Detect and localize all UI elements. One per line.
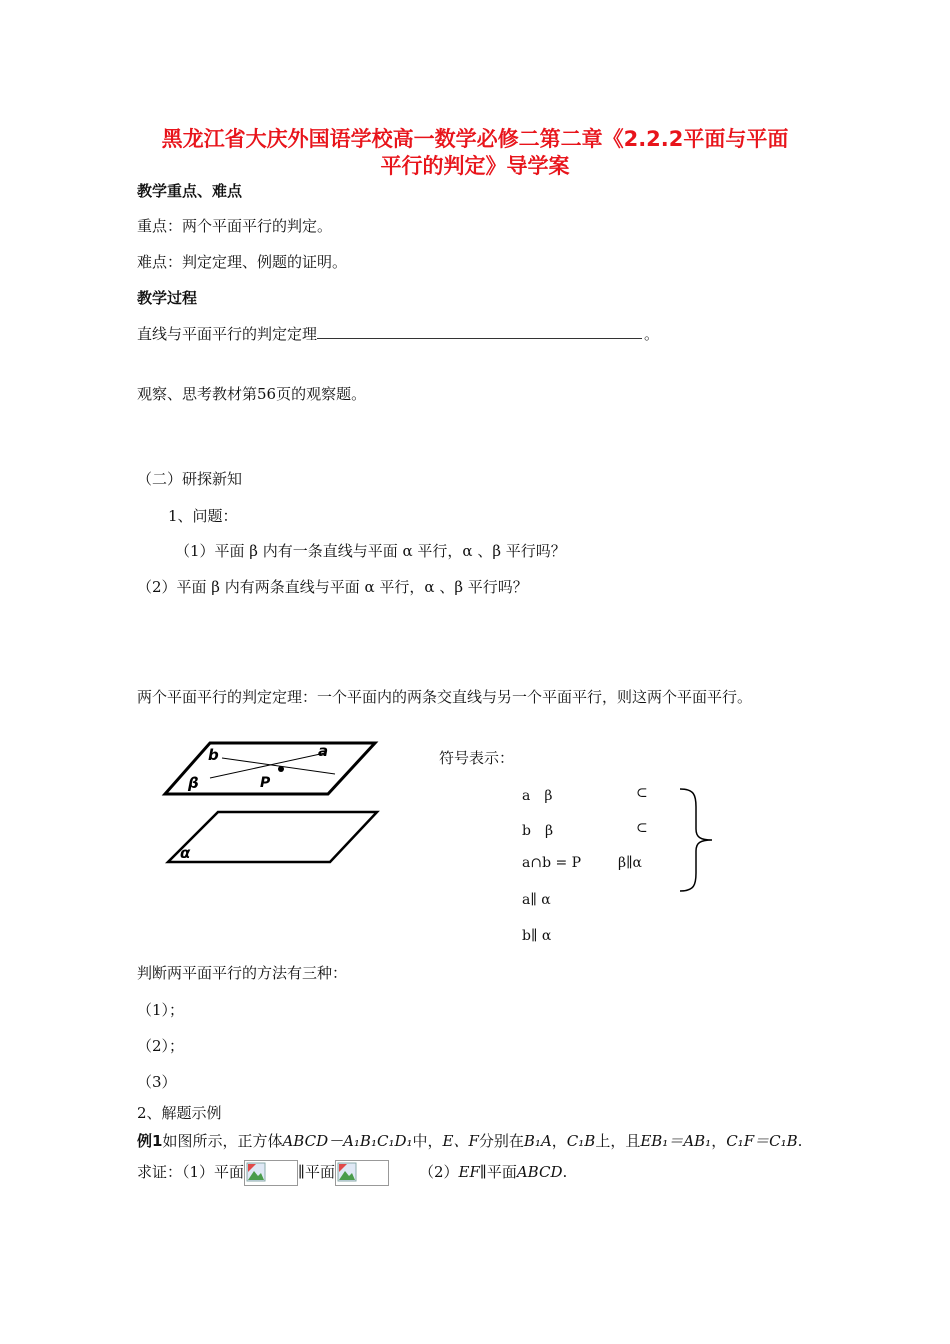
- example-text-4: 上，且: [595, 1132, 641, 1150]
- parallel-text: ∥平面: [298, 1163, 335, 1181]
- difficult-point: 难点：判定定理、例题的证明。: [137, 253, 348, 271]
- label-a: a: [318, 742, 329, 760]
- symbol-row-2-right: ⊂: [636, 820, 648, 836]
- broken-image-2: [335, 1160, 389, 1186]
- symbol-heading: 符号表示：: [439, 749, 515, 767]
- question-1: （1）平面 β 内有一条直线与平面 α 平行，α 、β 平行吗？: [175, 542, 566, 560]
- method-2: （2）；: [137, 1037, 185, 1055]
- theorem-fill-end: 。: [644, 325, 660, 343]
- explore-heading: （二）研探新知: [137, 470, 243, 488]
- label-p: P: [260, 775, 271, 791]
- segment-b1a: B₁A: [523, 1132, 552, 1150]
- symbol-row-4: a∥ α: [522, 892, 551, 908]
- right-brace: [678, 787, 718, 893]
- symbol-row-1-left: a β: [522, 788, 553, 804]
- parallel-planes-figure: [160, 738, 385, 868]
- question-2: （2）平面 β 内有两条直线与平面 α 平行，α 、β 平行吗？: [137, 578, 528, 596]
- part2-ef: EF∥: [458, 1163, 487, 1181]
- symbol-row-2-left: b β: [522, 823, 554, 839]
- example-section: 2、解题示例: [137, 1104, 222, 1122]
- example-period: .: [797, 1132, 803, 1150]
- observe-text: 观察、思考教材第56页的观察题。: [137, 385, 367, 403]
- example-sep-1: ，: [551, 1132, 567, 1150]
- example-label: 例1: [137, 1132, 163, 1150]
- theorem-statement: 两个平面平行的判定定理：一个平面内的两条交直线与另一个平面平行，则这两个平面平行。: [137, 688, 753, 706]
- plane-alpha: [168, 812, 377, 862]
- example-sep-2: ，: [711, 1132, 727, 1150]
- example-text-2: 中，: [412, 1132, 443, 1150]
- theorem-fill-line: [137, 323, 659, 344]
- question-label: 1、问题：: [168, 507, 238, 525]
- broken-image-1: [244, 1160, 298, 1186]
- example-text-1: 如图所示，正方体: [162, 1132, 283, 1150]
- methods-heading: 判断两平面平行的方法有三种：: [137, 964, 348, 982]
- part2-label: （2）: [418, 1163, 459, 1181]
- image-placeholder-icon: [246, 1162, 266, 1182]
- example-text-3: 分别在: [478, 1132, 524, 1150]
- process-heading: 教学过程: [137, 289, 198, 307]
- point-p: [278, 766, 284, 772]
- equation-2: C₁F＝C₁B: [726, 1132, 798, 1150]
- points-ef: E、F: [442, 1132, 479, 1150]
- plane-abcd: ABCD: [516, 1163, 563, 1181]
- image-placeholder-icon: [337, 1162, 357, 1182]
- equation-1: EB₁＝AB₁: [640, 1132, 712, 1150]
- label-beta: β: [188, 774, 199, 792]
- symbol-row-3-right: β∥α: [618, 855, 643, 871]
- key-point: 重点：两个平面平行的判定。: [137, 217, 333, 235]
- symbol-row-3-left: a∩b = P: [522, 855, 582, 871]
- theorem-fill-label: 直线与平面平行的判定定理: [137, 325, 318, 343]
- segment-c1b: C₁B: [566, 1132, 596, 1150]
- page-title: 黑龙江省大庆外国语学校高一数学必修二第二章《2.2.2平面与平面: [161, 127, 789, 151]
- method-3: （3）: [137, 1073, 177, 1091]
- part2-plane: 平面: [486, 1163, 517, 1181]
- page-title-line2: 平行的判定》导学案: [380, 154, 570, 178]
- example-1-statement: [137, 1130, 802, 1151]
- prove-line: [137, 1160, 567, 1186]
- label-alpha: α: [180, 844, 191, 862]
- label-b: b: [208, 746, 219, 764]
- focus-heading: 教学重点、难点: [137, 182, 243, 200]
- cube-name: ABCD－A₁B₁C₁D₁: [282, 1132, 413, 1150]
- part2-end: .: [562, 1163, 568, 1181]
- fill-blank[interactable]: [317, 324, 642, 339]
- method-1: （1）；: [137, 1001, 185, 1019]
- prove-text: 求证：（1）平面: [137, 1163, 245, 1181]
- symbol-row-5: b∥ α: [522, 928, 552, 944]
- symbol-row-1-right: ⊂: [636, 785, 648, 801]
